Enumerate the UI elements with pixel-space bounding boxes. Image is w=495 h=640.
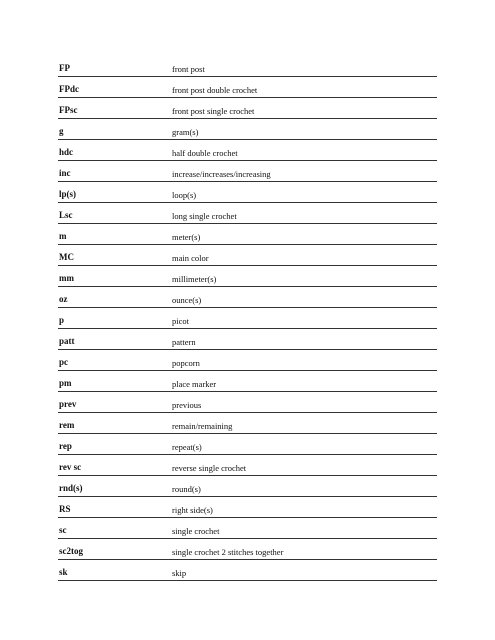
abbreviation-meaning: place marker bbox=[172, 378, 217, 389]
table-row bbox=[58, 119, 437, 140]
table-row bbox=[58, 434, 437, 455]
abbreviation-term: pm bbox=[59, 378, 72, 388]
abbreviation-meaning: increase/increases/increasing bbox=[172, 168, 271, 179]
abbreviation-meaning: round(s) bbox=[172, 483, 201, 494]
abbreviation-meaning: remain/remaining bbox=[172, 420, 233, 431]
table-row bbox=[58, 539, 437, 560]
table-row bbox=[58, 560, 437, 581]
abbreviation-term: prev bbox=[59, 399, 77, 409]
abbreviation-term: inc bbox=[59, 168, 71, 178]
abbreviation-term: sk bbox=[59, 567, 68, 577]
abbreviation-meaning: popcorn bbox=[172, 357, 200, 368]
table-row bbox=[58, 98, 437, 119]
table-row bbox=[58, 140, 437, 161]
abbreviation-term: lp(s) bbox=[59, 189, 77, 199]
abbreviation-term: pc bbox=[59, 357, 68, 367]
abbreviation-term: patt bbox=[59, 336, 75, 346]
table-row bbox=[58, 245, 437, 266]
abbreviation-term: g bbox=[59, 126, 64, 136]
abbreviation-meaning: picot bbox=[172, 315, 189, 326]
table-row bbox=[58, 224, 437, 245]
abbreviation-term: FPdc bbox=[59, 84, 79, 94]
abbreviation-term: MC bbox=[59, 252, 74, 262]
abbreviation-term: FP bbox=[59, 63, 70, 73]
table-row bbox=[58, 203, 437, 224]
table-row bbox=[58, 161, 437, 182]
abbreviation-meaning: previous bbox=[172, 399, 202, 410]
abbreviation-term: p bbox=[59, 315, 65, 325]
abbreviation-term: sc2tog bbox=[59, 546, 83, 556]
abbreviation-meaning: single crochet bbox=[172, 525, 220, 536]
abbreviation-term: hdc bbox=[59, 147, 74, 157]
table-row bbox=[58, 60, 437, 77]
table-row bbox=[58, 455, 437, 476]
abbreviation-meaning: repeat(s) bbox=[172, 441, 202, 452]
table-row bbox=[58, 308, 437, 329]
abbreviation-meaning: right side(s) bbox=[172, 504, 213, 515]
table-row bbox=[58, 329, 437, 350]
table-row bbox=[58, 497, 437, 518]
abbreviation-meaning: front post single crochet bbox=[172, 105, 255, 116]
abbreviation-meaning: main color bbox=[172, 252, 209, 263]
abbreviation-term: Lsc bbox=[59, 210, 73, 220]
table-row bbox=[58, 287, 437, 308]
table-row bbox=[58, 77, 437, 98]
abbreviation-meaning: front post bbox=[172, 63, 205, 74]
abbreviation-meaning: long single crochet bbox=[172, 210, 237, 221]
table-row bbox=[58, 266, 437, 287]
abbreviation-term: rnd(s) bbox=[59, 483, 83, 493]
abbreviation-meaning: front post double crochet bbox=[172, 84, 258, 95]
table-row bbox=[58, 413, 437, 434]
abbreviation-meaning: meter(s) bbox=[172, 231, 201, 242]
table-row bbox=[58, 350, 437, 371]
abbreviation-meaning: gram(s) bbox=[172, 126, 199, 137]
abbreviation-term: sc bbox=[59, 525, 67, 535]
table-row bbox=[58, 518, 437, 539]
table-row bbox=[58, 476, 437, 497]
abbreviation-term: RS bbox=[59, 504, 71, 514]
abbreviations-table bbox=[58, 60, 437, 581]
abbreviation-meaning: skip bbox=[172, 567, 187, 578]
table-row bbox=[58, 392, 437, 413]
table-row bbox=[58, 371, 437, 392]
abbreviation-term: mm bbox=[59, 273, 74, 283]
abbreviation-meaning: loop(s) bbox=[172, 189, 197, 200]
abbreviation-meaning: single crochet 2 stitches together bbox=[172, 546, 284, 557]
abbreviation-meaning: reverse single crochet bbox=[172, 462, 247, 473]
abbreviation-term: oz bbox=[59, 294, 68, 304]
abbreviation-meaning: pattern bbox=[172, 336, 196, 347]
abbreviation-term: rev sc bbox=[59, 462, 82, 472]
abbreviation-meaning: half double crochet bbox=[172, 147, 238, 158]
abbreviation-term: m bbox=[59, 231, 67, 241]
abbreviation-meaning: millimeter(s) bbox=[172, 273, 217, 284]
abbreviation-term: FPsc bbox=[59, 105, 78, 115]
abbreviation-term: rem bbox=[59, 420, 75, 430]
table-row bbox=[58, 182, 437, 203]
abbreviation-meaning: ounce(s) bbox=[172, 294, 202, 305]
abbreviation-term: rep bbox=[59, 441, 72, 451]
